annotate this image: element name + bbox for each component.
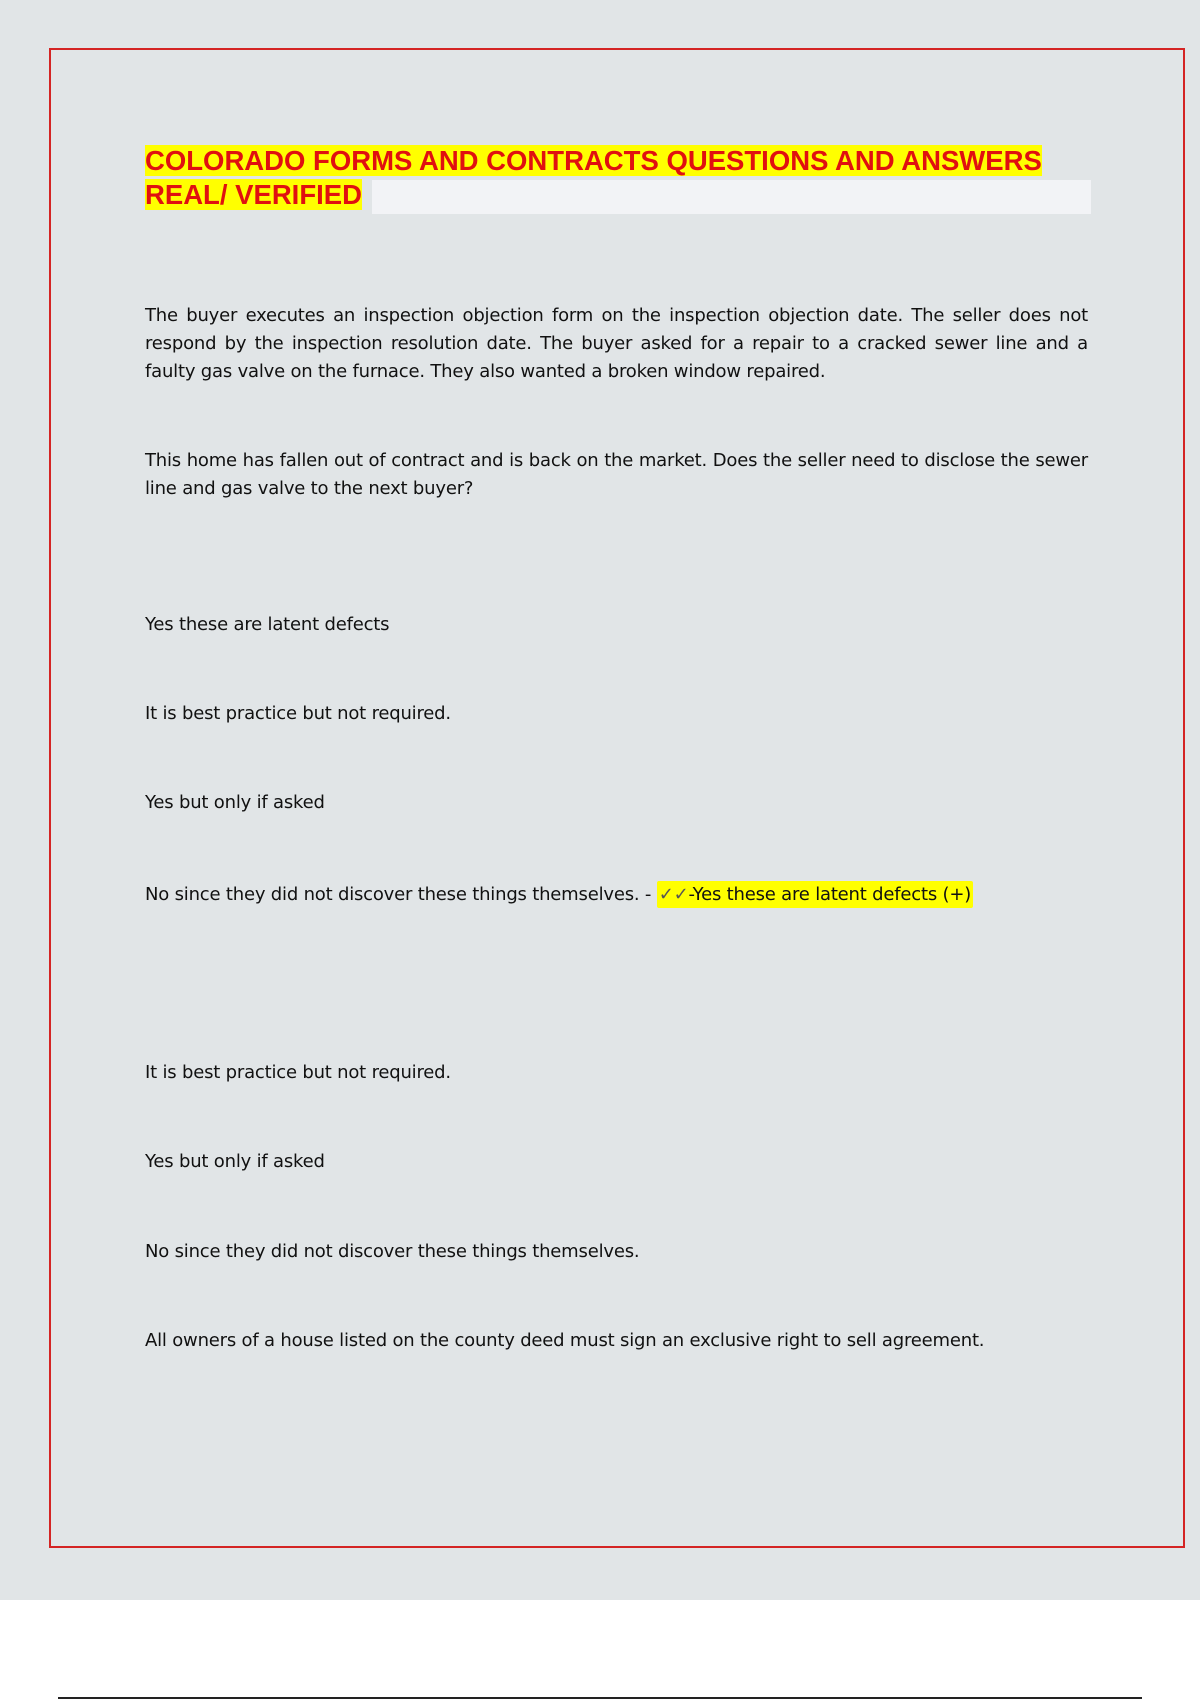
option-3: Yes but only if asked [145, 792, 325, 813]
scenario-text: The buyer executes an inspection objection form on the inspection objection date. The seller does not respond by the inspection resolution date. The buyer asked for a repair to a cracked sewer line and a faulty gas valve on the furnace. They also wanted a broken window repaired. [145, 305, 1088, 382]
option-4-text: No since they did not discover these things themselves. - [145, 884, 652, 905]
repeat-option-3: No since they did not discover these things themselves. [145, 1241, 640, 1262]
title-line-1: COLORADO FORMS AND CONTRACTS QUESTIONS AND ANSWERS [145, 145, 1042, 176]
title-line-2: REAL/ VERIFIED [145, 179, 362, 210]
footer-rule [58, 1697, 1142, 1699]
option-4-with-answer [145, 881, 973, 909]
option-1: Yes these are latent defects [145, 614, 390, 635]
answer-highlight [657, 881, 973, 908]
repeat-option-1: It is best practice but not required. [145, 1062, 451, 1083]
option-2: It is best practice but not required. [145, 703, 451, 724]
answer-text: -Yes these are latent defects (+) [688, 884, 972, 905]
question-text: This home has fallen out of contract and is back on the market. Does the seller need to disclose the sewer line and gas valve to the next buyer? [145, 450, 1088, 499]
next-question-text: All owners of a house listed on the county deed must sign an exclusive right to sell agreement. [145, 1330, 985, 1351]
repeat-option-2: Yes but only if asked [145, 1151, 325, 1172]
double-check-icon: ✓✓ [658, 884, 689, 905]
document-title [145, 144, 1091, 212]
